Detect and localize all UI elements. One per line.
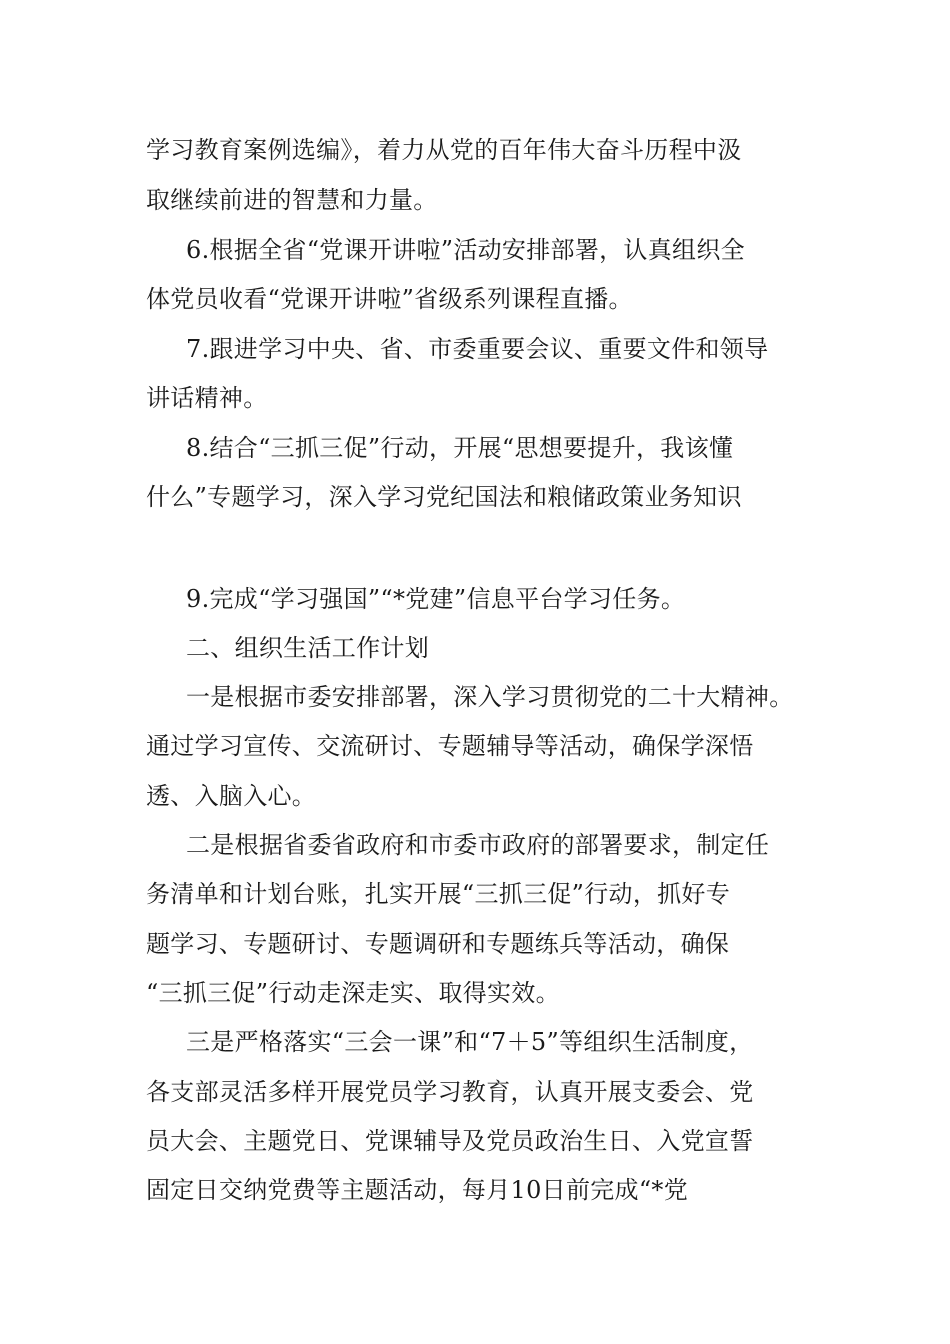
para-3-line-1: 三是严格落实“三会一课”和“7＋5”等组织生活制度，: [186, 1028, 754, 1056]
text-line-2: 取继续前进的智慧和力量。: [146, 186, 438, 214]
para-1-line-2: 通过学习宣传、交流研讨、专题辅导等活动，确保学深悟: [146, 732, 754, 760]
para-2-line-3: 题学习、专题研讨、专题调研和专题练兵等活动，确保: [146, 930, 730, 958]
section-heading: 二、组织生活工作计划: [186, 634, 429, 662]
para-2-line-4: “三抓三促”行动走深走实、取得实效。: [146, 979, 560, 1007]
text-line-1: 学习教育案例选编》，着力从党的百年伟大奋斗历程中汲: [146, 136, 742, 164]
para-3-line-2: 各支部灵活多样开展党员学习教育，认真开展支委会、党: [146, 1078, 754, 1106]
para-2-line-2: 务清单和计划台账，扎实开展“三抓三促”行动，抓好专: [146, 880, 731, 908]
para-2-line-1: 二是根据省委省政府和市委市政府的部署要求，制定任: [186, 831, 770, 859]
item-7-line-1: 7.跟进学习中央、省、市委重要会议、重要文件和领导: [186, 335, 769, 363]
item-6-line-2: 体党员收看“党课开讲啦”省级系列课程直播。: [146, 285, 633, 313]
para-3-line-4: 固定日交纳党费等主题活动，每月10日前完成“*党: [146, 1176, 689, 1204]
item-7-line-2: 讲话精神。: [146, 384, 268, 412]
item-8-line-1: 8.结合“三抓三促”行动，开展“思想要提升，我该懂: [186, 434, 734, 462]
para-3-line-3: 员大会、主题党日、党课辅导及党员政治生日、入党宣誓: [146, 1127, 754, 1155]
item-6-line-1: 6.根据全省“党课开讲啦”活动安排部署，认真组织全: [186, 236, 745, 264]
item-9-line: 9.完成“学习强国”“*党建”信息平台学习任务。: [186, 585, 686, 613]
para-1-line-3: 透、入脑入心。: [146, 782, 317, 810]
para-1-line-1: 一是根据市委安排部署，深入学习贯彻党的二十大精神。: [186, 683, 794, 711]
item-8-line-2: 什么”专题学习，深入学习党纪国法和粮储政策业务知识: [146, 483, 742, 511]
